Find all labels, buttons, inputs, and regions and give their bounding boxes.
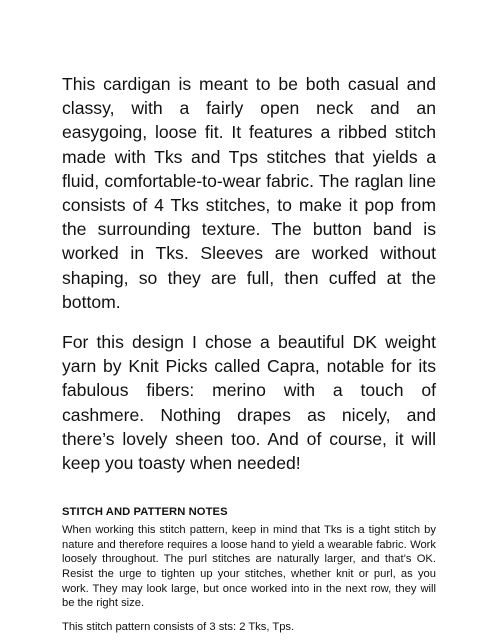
stitch-notes-paragraph: When working this stitch pattern, keep in mind that Tks is a tight stitch by nature and therefore requires a loose hand to yield a wearable fabric. Work loosely throughout. The purl stitches are naturally larger, and that’s OK. Resist the urge to tighten up your stitches, whether knit or purl, as you work. They may look large, but once worked into in the next row, they will be the right size. [62, 524, 436, 610]
intro-paragraph-yarn: For this design I chose a beautiful DK weight yarn by Knit Picks called Capra, notable for its fabulous fibers: merino with a touch of cashmere. Nothing drapes as nicely, and there’s lovely sheen too. And of course, it will keep you toasty when needed! [62, 332, 436, 474]
intro-paragraph-design: This cardigan is meant to be both casual and classy, with a fairly open neck and an easygoing, loose fit. It features a ribbed stitch made with Tks and Tps stitches that yields a fluid, comfortable-to-wear fabric. The raglan line consists of 4 Tks stitches, to make it pop from the surrounding texture. The button band is worked in Tks. Sleeves are worked without shaping, so they are full, then cuffed at the bottom. [62, 74, 436, 312]
stitch-pattern-summary: This stitch pattern consists of 3 sts: 2 Tks, Tps. [62, 620, 295, 633]
intro-section [62, 72, 436, 475]
stitch-notes-section [62, 505, 436, 634]
document-page [62, 72, 436, 634]
section-heading: STITCH AND PATTERN NOTES [62, 506, 228, 519]
